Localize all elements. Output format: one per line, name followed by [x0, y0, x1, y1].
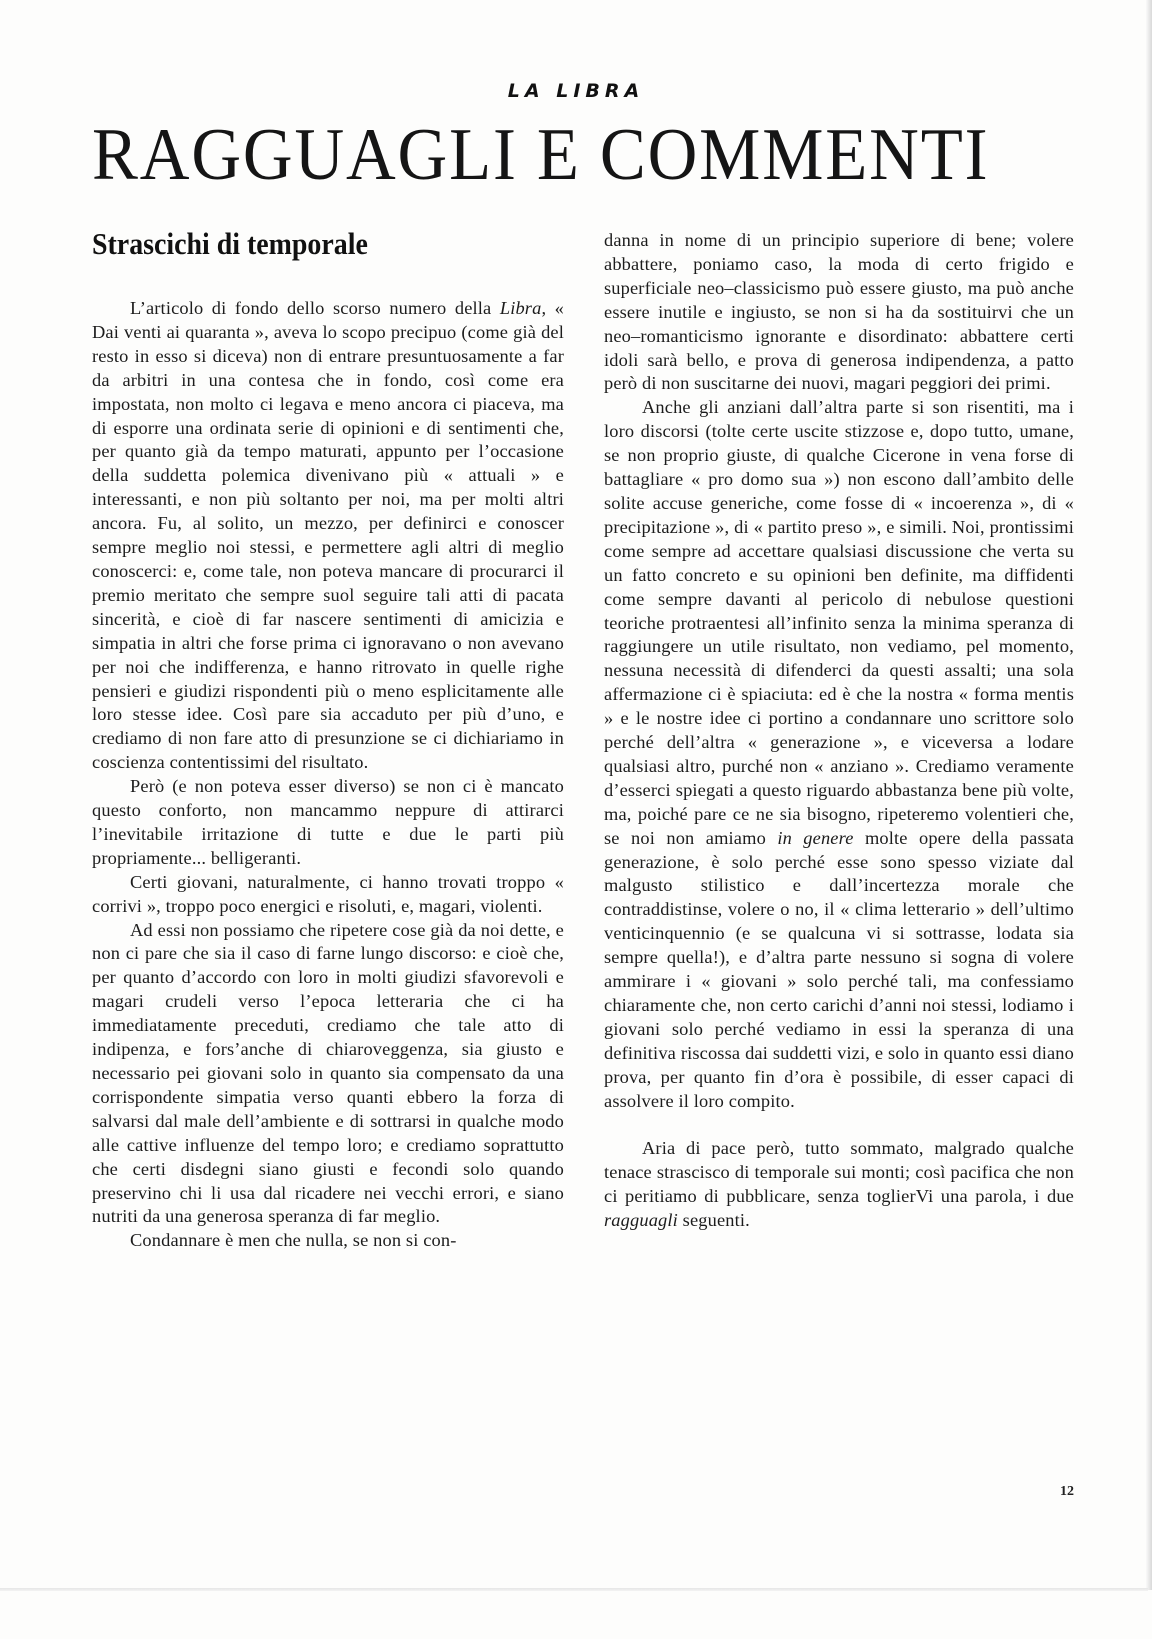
page-edge-shadow — [1146, 0, 1152, 1590]
text-run: seguenti. — [677, 1210, 750, 1231]
text-run: Aria di pace però, tutto sommato, malgrado qualche tenace strascisco di temporale sui monti; così pacifica che non ci peritiamo di pubblicare, senza toglierVi una parola, i due — [604, 1138, 1074, 1207]
left-text-column — [92, 297, 564, 1253]
paragraph — [604, 1137, 1074, 1233]
italic-emphasis: ragguagli — [604, 1210, 678, 1231]
paragraph — [92, 297, 564, 775]
right-text-column — [604, 229, 1074, 1233]
page-bottom-edge — [0, 1588, 1148, 1591]
paragraph — [604, 396, 1074, 1113]
text-run: Anche gli anziani dall’altra parte si son risentiti, ma i loro discorsi (tolte certe uscite stizzose e, dopo tutto, umane, se non proprio giuste, di qualche Cicerone in vena forse di battagliare « pro domo sua ») non escono dall’ambito delle solite accuse generiche, come fosse di « incoerenza », di « precipitazione », di « partito preso », e simili. Noi, prontissimi come sempre ad accettare qualsiasi discussione che verta su un fatto concreto e su opinioni ben definite, ma diffidenti come sempre davanti al pericolo di nebulose questioni teoriche protraentesi all’infinito senza la minima speranza di raggiungere un utile risultato, non vediamo, pel momento, nessuna necessità di difenderci da questi assalti; una sola affermazione ci è spiaciuta: ed è che la nostra « forma mentis » e le nostre idee ci portino a condannare uno scrittore solo perché dell’altra « generazione », e viceversa a lodare qualsiasi altro, purché non « anziano ». Crediamo veramente d’esserci spiegati a questo riguardo abbastanza bene più volte, ma, poiché pare ce ne sia bisogno, ripeteremo volentieri che, se noi non amiamo — [604, 397, 1074, 848]
paragraph: Condannare è men che nulla, se non si con- — [130, 1230, 457, 1251]
text-run: L’articolo di fondo dello scorso numero della — [130, 298, 500, 318]
italic-title: Libra — [499, 298, 542, 318]
page-title: RAGGUAGLI E COMMENTI — [92, 114, 990, 196]
paragraph: Certi giovani, naturalmente, ci hanno trovati troppo « corrivi », troppo poco energici e risoluti, e, magari, violenti. — [92, 871, 564, 916]
paragraph: Però (e non poteva esser diverso) se non ci è mancato questo conforto, non mancammo neppure di attirarci l’inevitabile irritazione di tutte e due le parti più propriamente... belligeranti. — [92, 776, 564, 868]
text-run: molte opere della passata generazione, è solo perché esse sono spesso viziate dal malgusto stilistico e dall’incertezza morale che contraddistinse, volere o no, il « clima letterario » dell’ultimo venticinquennio (e se qualcuna vi si sottrasse, lodata sia sempre quella!), e d’altra parte nessuno si sogna di volere ammirare i « giovani » solo perché tali, ma confessiamo chiaramente che, non certo carichi d’anni noi stessi, lodiamo i giovani solo perché vediamo in essi la speranza di una definitiva riscossa dai suddetti vizi, e solo in quanto essi diano prova, per quanto fin d’ora è possibile, di esser capaci di assolvere il loro compito. — [604, 827, 1074, 1111]
text-run: , « Dai venti ai quaranta », aveva lo scopo precipuo (come già del resto in esso si diceva) non di entrare presuntuosamente a far da arbitri in una contesa che in fondo, così come era impostata, non molto ci legava e meno ancora ci piaceva, ma di esporre una ordinata serie di opinioni e di sentimenti che, per quanto già da tempo maturati, appunto per l’occasione della suddetta polemica divenivano più « attuali » e interessanti, e non più soltanto per noi, ma per molti altri ancora. Fu, al solito, un mezzo, per definirci e conoscer sempre meglio noi stessi, e permettere agli altri di meglio conoscerci: e, come tale, non poteva mancare di procurarci il premio meritato che sempre suol seguire tali atti di pacata sincerità, e cioè di far nascere sentimenti di amicizia e simpatia in altri che forse prima ci ignoravano o non avevano per noi che indifferenza, e hanno ritrovato in quelle righe pensieri e giudizi rispondenti più o meno esplicitamente alle loro stesse idee. Così pare sia accaduto per più d’uno, e crediamo di non fare atto di presunzione se ci dichiariamo in coscienza contentissimi del risultato. — [92, 298, 565, 773]
paragraph: danna in nome di un principio superiore di bene; volere abbattere, poniamo caso, la moda di certo frigido e superficiale neo–classicismo può essere giusto, ma può anche essere inutile e ingiusto, se non si ha da sostituirvi che un neo–romanticismo ignorante e disordinato: abbattere certi idoli sarà bello, e prova di generosa indipendenza, a patto però di non suscitarne dei nuovi, magari peggiori dei primi. — [604, 230, 1074, 394]
italic-emphasis: in genere — [777, 827, 854, 848]
section-heading: Strascichi di temporale — [92, 226, 368, 261]
journal-masthead: LA LIBRA — [507, 80, 645, 102]
paragraph: Ad essi non possiamo che ripetere cose già da noi dette, e non ci pare che sia il caso di farne lungo discorso: e cioè che, per quanto d’accordo con loro in molti giudizi sfavorevoli e magari crudeli verso l’epoca letteraria che ci ha immediatamente preceduti, crediamo che tale atto di indipenza, e fors’anche di chiaroveggenza, sia giusto e necessario pei giovani solo in quanto sia compensato da una corrispondente simpatia verso quanti ebbero la forza di salvarsi dal male dell’ambiente e di sottrarsi in qualche modo alle cattive influenze del tempo loro; e crediamo soprattutto che certi disdegni siano giusti e fecondi solo quando preservino chi li usa dal ricadere nei vecchi errori, e siano nutriti da una generosa speranza di far meglio. — [92, 919, 564, 1227]
page-number: 12 — [1060, 1484, 1074, 1499]
